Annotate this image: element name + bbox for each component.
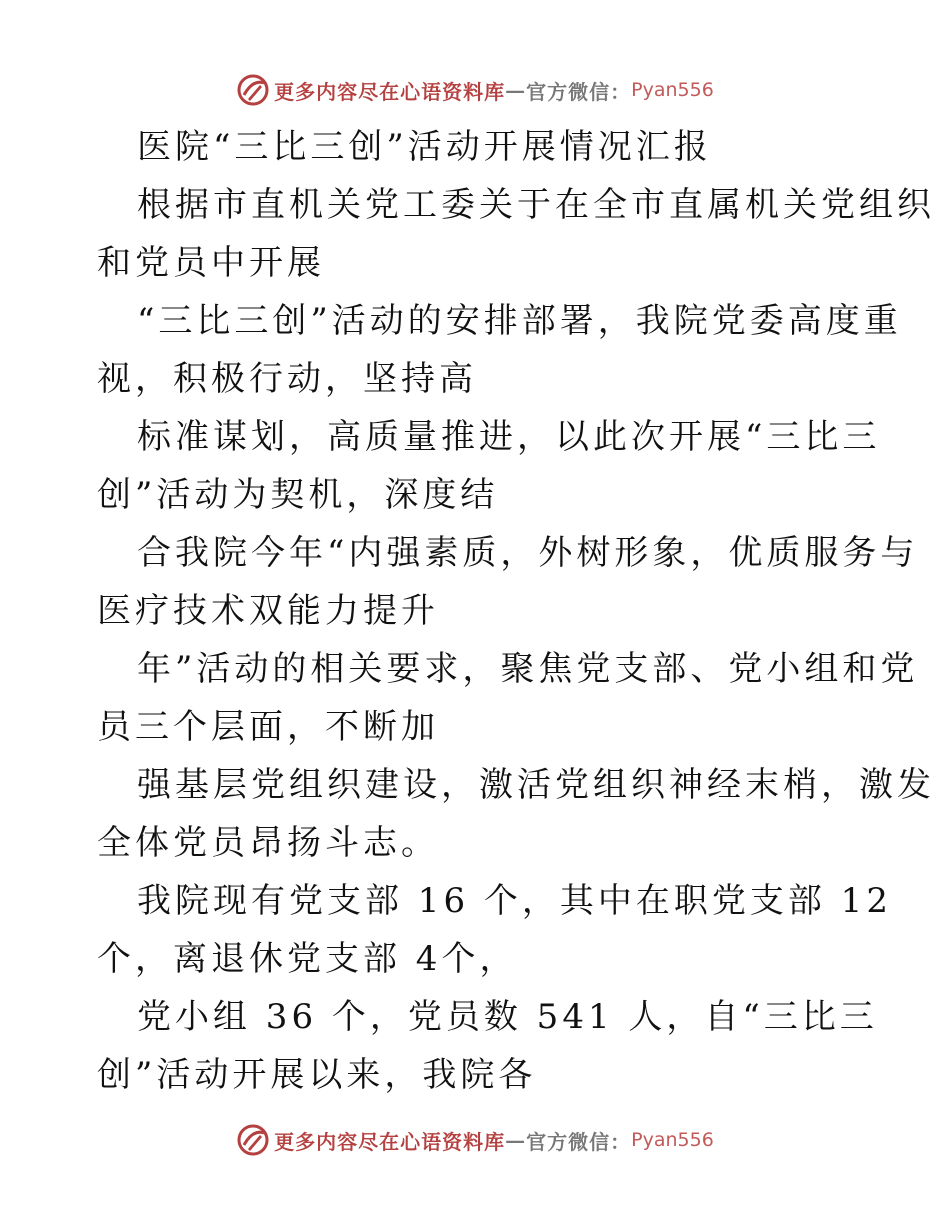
pen-logo-icon [236, 1123, 270, 1157]
text-line: 全体党员昂扬斗志。 [97, 823, 439, 863]
banner-main-text: 更多内容尽在心语资料库 [274, 79, 506, 104]
text-line: 个，离退休党支部 4个， [97, 939, 518, 979]
banner-dash: — [505, 78, 527, 102]
text-line: 医疗技术双能力提升 [97, 591, 439, 631]
banner-sub-text: 官方微信： [526, 1129, 632, 1154]
text-line: 标准谋划，高质量推进，以此次开展“三比三 [137, 417, 881, 457]
banner-wechat-id: Pyan556 [631, 79, 714, 101]
text-line: 视，积极行动，坚持高 [97, 359, 477, 399]
text-line: 合我院今年“内强素质，外树形象，优质服务与 [137, 533, 919, 573]
text-line: 根据市直机关党工委关于在全市直属机关党组织 [137, 185, 935, 225]
document-title: 医院“三比三创”活动开展情况汇报 [137, 127, 712, 167]
text-line: 年”活动的相关要求，聚焦党支部、党小组和党 [137, 649, 919, 689]
text-line: 党小组 36 个，党员数 541 人，自“三比三 [137, 997, 878, 1037]
banner-main-text: 更多内容尽在心语资料库 [274, 1129, 506, 1154]
text-line: 我院现有党支部 16 个，其中在职党支部 12 [137, 881, 892, 921]
text-line: 创”活动为契机，深度结 [97, 475, 499, 515]
banner-wechat-id: Pyan556 [631, 1129, 714, 1151]
text-line: 强基层党组织建设，激活党组织神经末梢，激发 [137, 765, 935, 805]
header-banner [0, 70, 950, 110]
footer-banner [0, 1120, 950, 1160]
text-line: 创”活动开展以来，我院各 [97, 1055, 537, 1095]
pen-logo-icon [236, 73, 270, 107]
banner-sub-text: 官方微信： [526, 79, 632, 104]
text-line: 和党员中开展 [97, 243, 325, 283]
text-line: “三比三创”活动的安排部署，我院党委高度重 [137, 301, 902, 341]
text-line: 员三个层面，不断加 [97, 707, 439, 747]
banner-dash: — [505, 1128, 527, 1152]
